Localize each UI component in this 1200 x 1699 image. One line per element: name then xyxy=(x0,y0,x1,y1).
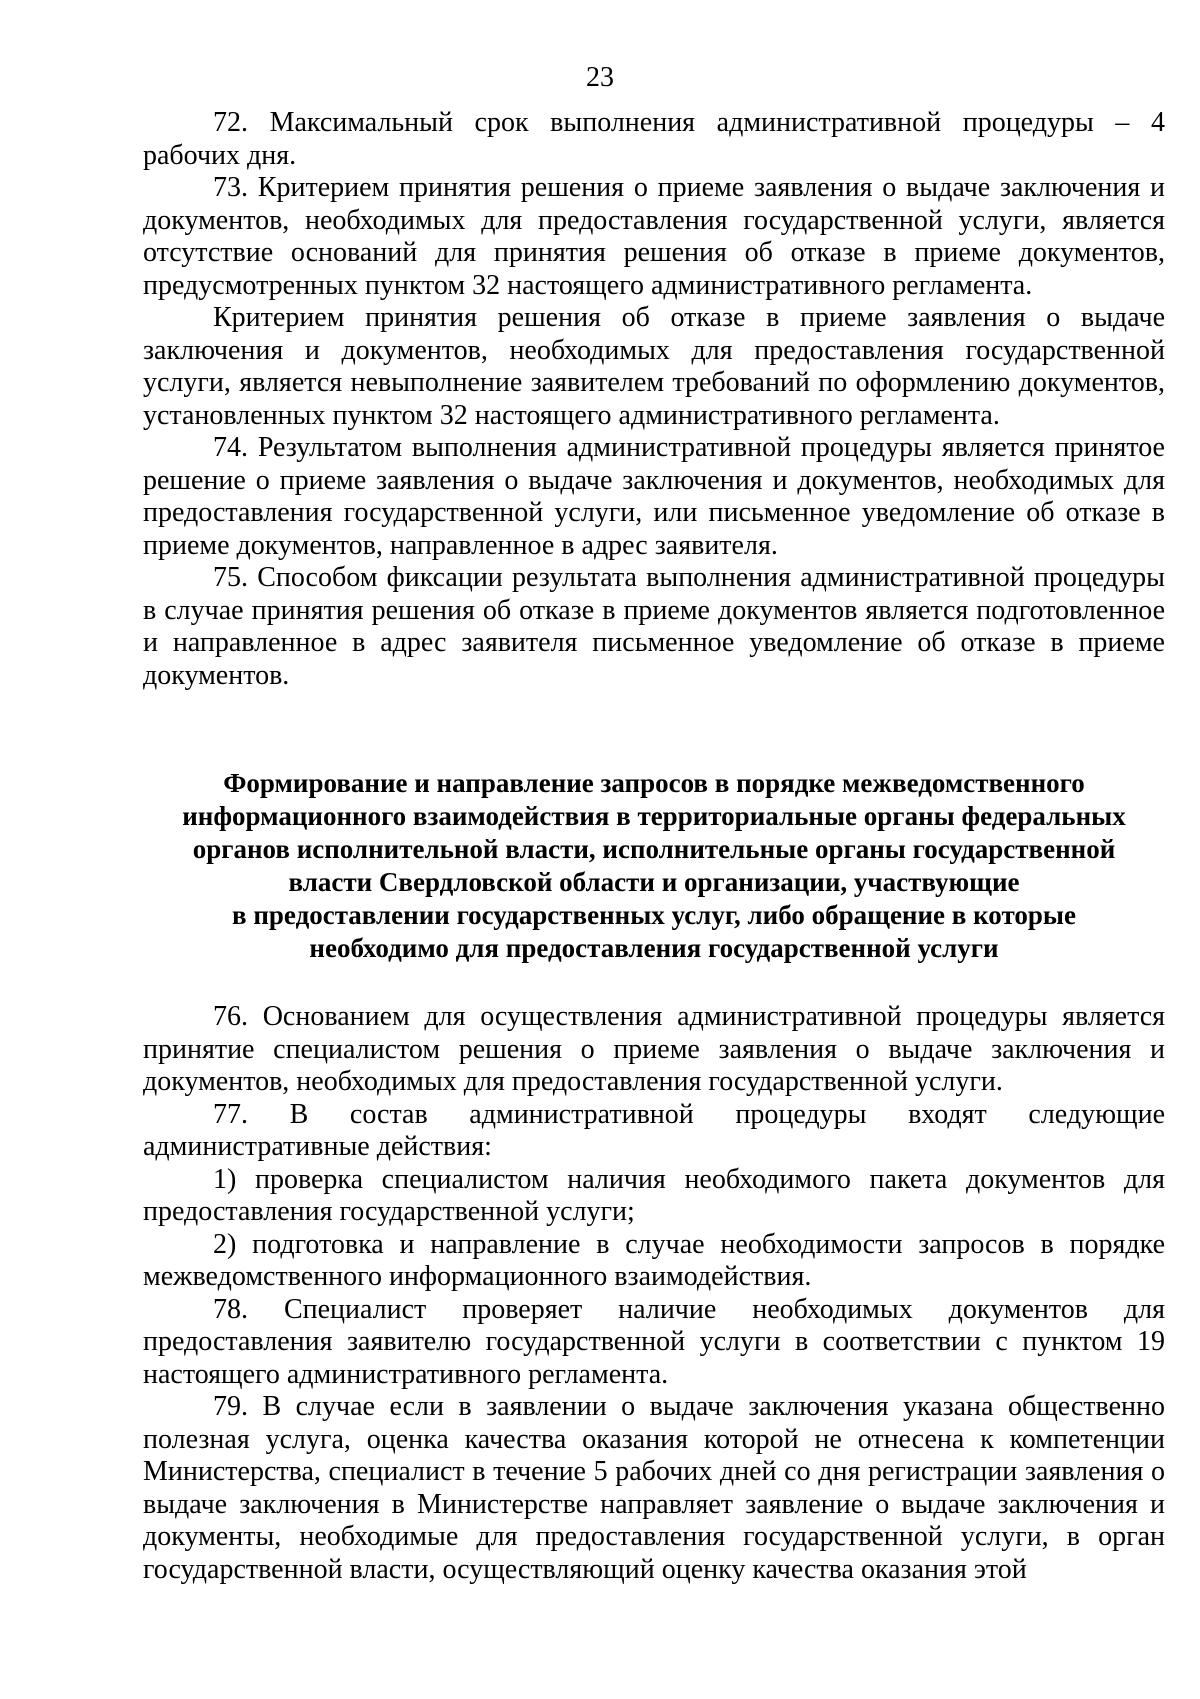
paragraph-77-item-1: 1) проверка специалистом наличия необходимого пакета документов для предоставления государственной услуги; xyxy=(143,1163,1165,1227)
heading-line: информационного взаимодействия в территориальные органы федеральных xyxy=(182,801,1126,831)
section-heading xyxy=(143,767,1165,965)
heading-line: органов исполнительной власти, исполнительные органы государственной xyxy=(192,834,1116,864)
paragraph-73: 73. Критерием принятия решения о приеме заявления о выдаче заключения и документов, необходимых для предоставления государственной услуги, является отсутствие оснований для принятия решения об отказе в приеме документов, предусмотренных пунктом 32 настоящего административного регламента. xyxy=(143,172,1165,301)
page-number: 23 xyxy=(586,62,614,93)
paragraph-79: 79. В случае если в заявлении о выдаче заключения указана общественно полезная услуга, оценка качества оказания которой не отнесена к компетенции Министерства, специалист в течение 5 рабочих дней со дня регистрации заявления о выдаче заключения в Министерстве направляет заявление о выдаче заключения и документы, необходимые для предоставления государственной услуги, в орган государственной власти, осуществляющий оценку качества оказания этой xyxy=(143,1391,1165,1585)
paragraph-74: 74. Результатом выполнения административной процедуры является принятое решение о приеме заявления о выдаче заключения и документов, необходимых для предоставления государственной услуги, или письменное уведомление об отказе в приеме документов, направленное в адрес заявителя. xyxy=(143,432,1165,561)
paragraph-77-item-2: 2) подготовка и направление в случае необходимости запросов в порядке межведомственного информационного взаимодействия. xyxy=(143,1228,1165,1292)
heading-line: Формирование и направление запросов в порядке межведомственного xyxy=(223,768,1085,798)
paragraph-77: 77. В состав административной процедуры входят следующие административные действия: xyxy=(143,1098,1165,1162)
heading-line: в предоставлении государственных услуг, либо обращение в которые xyxy=(232,900,1076,930)
paragraph-76: 76. Основанием для осуществления административной процедуры является принятие специалистом решения о приеме заявления о выдаче заключения и документов, необходимых для предоставления государственной услуги. xyxy=(143,1001,1165,1097)
paragraph-73-refusal-criterion: Критерием принятия решения об отказе в приеме заявления о выдаче заключения и документов, необходимых для предоставления государственной услуги, является невыполнение заявителем требований по оформлению документов, установленных пунктом 32 настоящего административного регламента. xyxy=(143,302,1165,431)
paragraph-78: 78. Специалист проверяет наличие необходимых документов для предоставления заявителю государственной услуги в соответствии с пунктом 19 настоящего административного регламента. xyxy=(143,1293,1165,1390)
heading-line: власти Свердловской области и организации, участвующие xyxy=(288,867,1020,897)
paragraph-75: 75. Способом фиксации результата выполнения административной процедуры в случае принятия решения об отказе в приеме документов является подготовленное и направленное в адрес заявителя письменное уведомление об отказе в приеме документов. xyxy=(143,562,1165,691)
heading-line: необходимо для предоставления государственной услуги xyxy=(309,933,999,963)
text-block-upper xyxy=(143,107,1165,692)
paragraph-72: 72. Максимальный срок выполнения административной процедуры – 4 рабочих дня. xyxy=(143,107,1165,171)
text-block-lower xyxy=(143,1001,1165,1586)
